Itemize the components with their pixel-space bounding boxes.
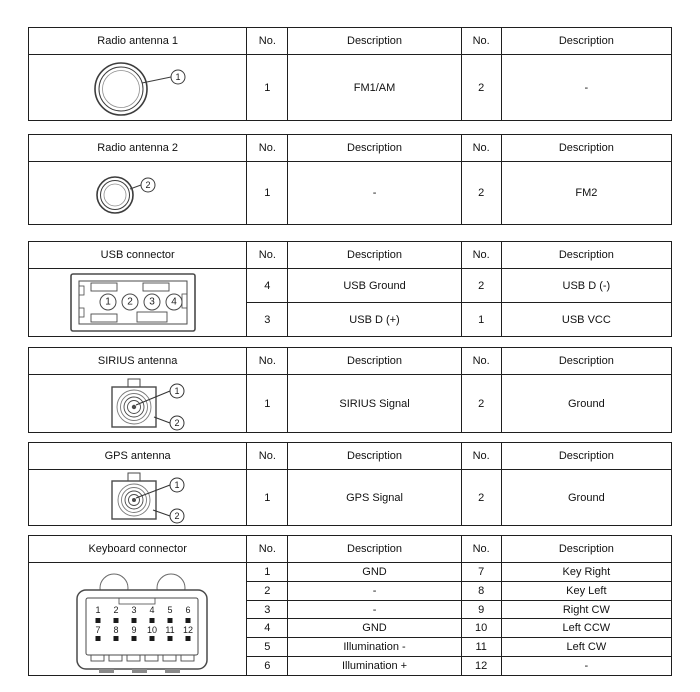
col-header-no: No. <box>247 135 288 162</box>
col-header-no: No. <box>247 28 288 55</box>
callout-1-label: 1 <box>174 480 180 490</box>
col-header-description: Description <box>501 443 671 470</box>
diagram-cell <box>29 563 247 676</box>
callout-2-label: 2 <box>145 180 151 190</box>
pin-desc-cell: Right CW <box>501 600 671 619</box>
table-title: GPS antenna <box>29 443 247 470</box>
kb-pin-8-label: 8 <box>113 625 119 635</box>
pin-no-cell: 2 <box>461 375 501 433</box>
pin-desc-cell: USB Ground <box>288 269 461 303</box>
col-header-no: No. <box>247 242 288 269</box>
pin-desc-cell: Key Right <box>501 563 671 582</box>
pin-no-cell: 9 <box>461 600 501 619</box>
pin-no-cell: 3 <box>247 303 288 337</box>
pin-desc-cell: Illumination + <box>288 657 461 676</box>
keyboard-connector-table <box>28 535 672 676</box>
pin-no-cell: 4 <box>247 269 288 303</box>
pin-no-cell: 11 <box>461 638 501 657</box>
col-header-no: No. <box>461 242 501 269</box>
pin-no-cell: 8 <box>461 581 501 600</box>
kb-pin-10-label: 10 <box>146 625 158 635</box>
callout-2-label: 2 <box>174 511 180 521</box>
col-header-description: Description <box>501 28 671 55</box>
pin-desc-cell: GND <box>288 563 461 582</box>
radio-antenna-2-coax-jack-icon <box>31 163 247 223</box>
diagram-cell <box>29 162 247 225</box>
usb-connector-table <box>28 241 672 337</box>
pin-desc-cell: - <box>288 581 461 600</box>
pin-desc-cell: USB D (-) <box>501 269 671 303</box>
pin-no-cell: 7 <box>461 563 501 582</box>
kb-pin-6-label: 6 <box>185 605 191 615</box>
pin-desc-cell: - <box>288 162 461 225</box>
keyboard-12pin-connector-icon <box>31 563 247 675</box>
callout-2-label: 2 <box>174 418 180 428</box>
kb-pin-12-label: 12 <box>182 625 194 635</box>
pin-desc-cell: Illumination - <box>288 638 461 657</box>
table-title: Radio antenna 2 <box>29 135 247 162</box>
diagram-cell <box>29 375 247 433</box>
pin-desc-cell: Left CW <box>501 638 671 657</box>
pin-desc-cell: USB D (+) <box>288 303 461 337</box>
diagram-cell <box>29 269 247 337</box>
table-title: Radio antenna 1 <box>29 28 247 55</box>
col-header-description: Description <box>501 348 671 375</box>
pin-desc-cell: USB VCC <box>501 303 671 337</box>
radio-antenna-2-table <box>28 134 672 225</box>
kb-pin-9-label: 9 <box>131 625 137 635</box>
table-title: SIRIUS antenna <box>29 348 247 375</box>
col-header-description: Description <box>501 536 671 563</box>
col-header-description: Description <box>288 536 461 563</box>
pin-desc-cell: GPS Signal <box>288 470 461 526</box>
col-header-no: No. <box>247 536 288 563</box>
pin-no-cell: 2 <box>461 269 501 303</box>
pin-desc-cell: FM1/AM <box>288 55 461 121</box>
pin-desc-cell: Ground <box>501 470 671 526</box>
callout-1-label: 1 <box>175 72 181 82</box>
col-header-description: Description <box>288 348 461 375</box>
col-header-no: No. <box>461 443 501 470</box>
kb-pin-7-label: 7 <box>95 625 101 635</box>
pin-no-cell: 2 <box>461 470 501 526</box>
pin-no-cell: 1 <box>247 470 288 526</box>
pin-no-cell: 10 <box>461 619 501 638</box>
col-header-description: Description <box>501 135 671 162</box>
col-header-no: No. <box>461 28 501 55</box>
sirius-antenna-fakra-jack-icon <box>31 376 247 431</box>
pin-no-cell: 1 <box>461 303 501 337</box>
diagram-cell <box>29 55 247 121</box>
table-title: Keyboard connector <box>29 536 247 563</box>
radio-antenna-1-table <box>28 27 672 121</box>
pin-no-cell: 2 <box>461 162 501 225</box>
pin-desc-cell: Left CCW <box>501 619 671 638</box>
pin-no-cell: 1 <box>247 375 288 433</box>
pin-desc-cell: SIRIUS Signal <box>288 375 461 433</box>
kb-pin-2-label: 2 <box>113 605 119 615</box>
pin-no-cell: 2 <box>461 55 501 121</box>
kb-pin-4-label: 4 <box>149 605 155 615</box>
usb-connector-shell-icon <box>31 270 247 336</box>
kb-pin-1-label: 1 <box>95 605 101 615</box>
col-header-description: Description <box>288 28 461 55</box>
col-header-description: Description <box>288 135 461 162</box>
col-header-description: Description <box>288 443 461 470</box>
col-header-description: Description <box>501 242 671 269</box>
usb-pin-2-label: 2 <box>127 296 133 307</box>
pin-no-cell: 3 <box>247 600 288 619</box>
pin-no-cell: 12 <box>461 657 501 676</box>
col-header-no: No. <box>461 348 501 375</box>
table-title: USB connector <box>29 242 247 269</box>
gps-antenna-fakra-jack-icon <box>31 471 247 524</box>
col-header-no: No. <box>461 135 501 162</box>
pin-no-cell: 6 <box>247 657 288 676</box>
col-header-no: No. <box>461 536 501 563</box>
diagram-cell <box>29 470 247 526</box>
pin-desc-cell: - <box>501 55 671 121</box>
pin-desc-cell: - <box>288 600 461 619</box>
pin-desc-cell: FM2 <box>501 162 671 225</box>
usb-pin-4-label: 4 <box>171 296 177 307</box>
pin-no-cell: 2 <box>247 581 288 600</box>
gps-antenna-table <box>28 442 672 526</box>
kb-pin-3-label: 3 <box>131 605 137 615</box>
col-header-description: Description <box>288 242 461 269</box>
pin-desc-cell: - <box>501 657 671 676</box>
pin-no-cell: 1 <box>247 563 288 582</box>
pin-no-cell: 1 <box>247 162 288 225</box>
col-header-no: No. <box>247 443 288 470</box>
kb-pin-5-label: 5 <box>167 605 173 615</box>
pin-desc-cell: GND <box>288 619 461 638</box>
callout-1-label: 1 <box>174 386 180 396</box>
col-header-no: No. <box>247 348 288 375</box>
pin-desc-cell: Key Left <box>501 581 671 600</box>
usb-pin-1-label: 1 <box>105 296 111 307</box>
pin-no-cell: 5 <box>247 638 288 657</box>
usb-pin-3-label: 3 <box>149 296 155 307</box>
pin-no-cell: 4 <box>247 619 288 638</box>
radio-antenna-1-coax-jack-icon <box>31 56 247 119</box>
pin-no-cell: 1 <box>247 55 288 121</box>
sirius-antenna-table <box>28 347 672 433</box>
pin-desc-cell: Ground <box>501 375 671 433</box>
kb-pin-11-label: 11 <box>165 625 175 635</box>
